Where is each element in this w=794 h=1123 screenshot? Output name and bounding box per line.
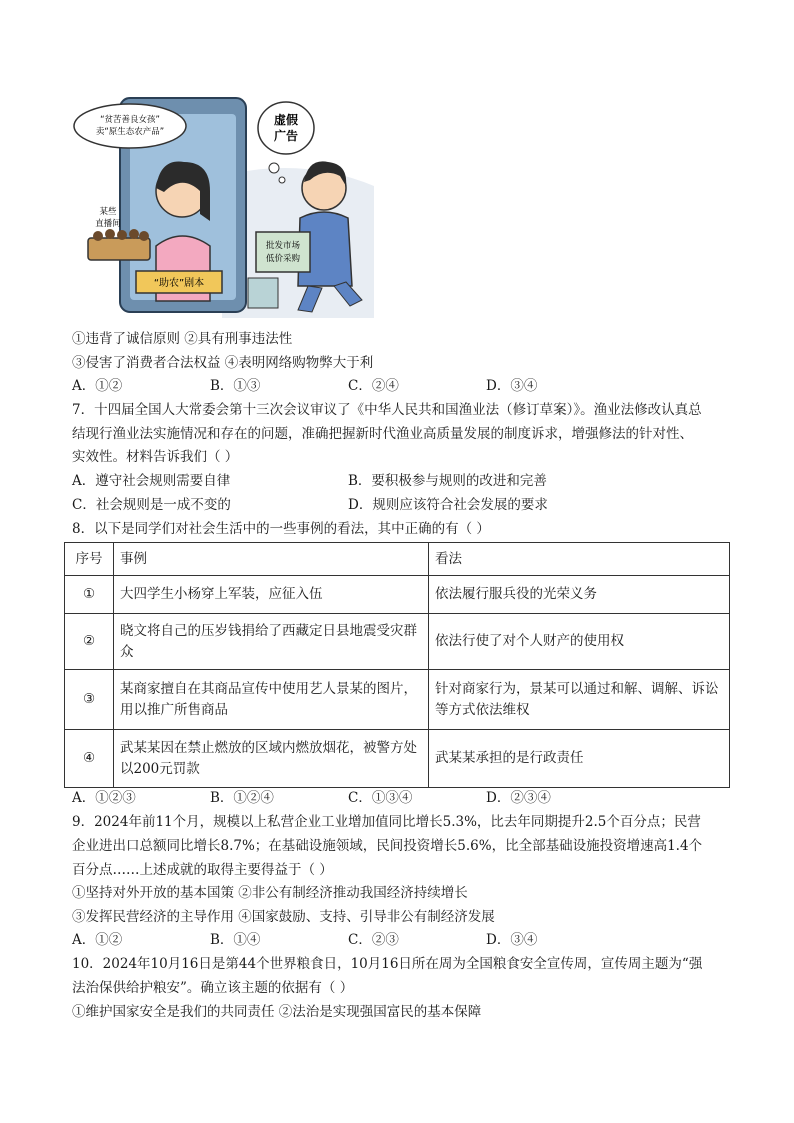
row-view: 针对商家行为，景某可以通过和解、调解、诉讼等方式依法维权: [429, 670, 730, 730]
q6-statements-1: ①违背了诚信原则 ②具有刑事违法性: [72, 331, 293, 347]
q9-option-c[interactable]: C．②③: [348, 932, 399, 948]
q10-stem-line1: 10．2024年10月16日是第44个世界粮食日，10月16日所在周为全国粮食安全宣传周，宣传周主题为“强: [72, 956, 703, 972]
q8-option-c[interactable]: C．①③④: [348, 790, 413, 806]
q9-option-a[interactable]: A．①②: [72, 932, 123, 948]
q10-stem-line2: 法治保供给护粮安”。确立该主题的依据有（ ）: [72, 980, 354, 996]
q6-option-d[interactable]: D．③④: [486, 378, 538, 394]
row-num: ③: [65, 670, 114, 730]
row-case: 晓文将自己的压岁钱捐给了西藏定日县地震受灾群众: [114, 614, 429, 670]
q9-option-b[interactable]: B．①④: [210, 932, 261, 948]
row-case: 大四学生小杨穿上军装，应征入伍: [114, 576, 429, 614]
q7-option-b[interactable]: B．要积极参与规则的改进和完善: [348, 473, 547, 489]
box-label-1: 批发市场: [265, 241, 301, 251]
table-row: [65, 576, 730, 614]
header-num: 序号: [65, 543, 114, 576]
q7-stem-line3: 实效性。材料告诉我们（ ）: [72, 449, 239, 465]
row-num: ④: [65, 730, 114, 788]
q7-stem-line2: 结现行渔业法实施情况和存在的问题，准确把握新时代渔业高质量发展的制度诉求，增强修法的针对性、: [72, 426, 693, 442]
q9-statements-2: ③发挥民营经济的主导作用 ④国家鼓励、支持、引导非公有制经济发展: [72, 909, 495, 925]
room-label-1: 某些: [99, 207, 117, 217]
q8-stem: 8．以下是同学们对社会生活中的一些事例的看法，其中正确的有（ ）: [72, 521, 490, 537]
row-view: 依法履行服兵役的光荣义务: [429, 576, 730, 614]
q6-option-b[interactable]: B．①③: [210, 378, 261, 394]
header-case: 事例: [114, 543, 429, 576]
bubble-text-2: 卖“原生态农产品”: [95, 127, 165, 137]
room-label-2: 直播间: [95, 219, 121, 229]
row-num: ①: [65, 576, 114, 614]
row-num: ②: [65, 614, 114, 670]
q9-stem-line3: 百分点……上述成就的取得主要得益于（ ）: [72, 862, 333, 878]
q6-option-c[interactable]: C．②④: [348, 378, 399, 394]
q9-statements-1: ①坚持对外开放的基本国策 ②非公有制经济推动我国经济持续增长: [72, 885, 468, 901]
table-row: [65, 614, 730, 670]
q6-option-a[interactable]: A．①②: [72, 378, 123, 394]
box-label-2: 低价采购: [265, 254, 301, 264]
row-case: 某商家擅自在其商品宣传中使用艺人景某的图片，用以推广所售商品: [114, 670, 429, 730]
header-view: 看法: [429, 543, 730, 576]
q8-table: [64, 542, 730, 788]
script-label: “助农”剧本: [153, 278, 205, 289]
bubble-text-1: “贫苦善良女孩”: [100, 115, 160, 125]
q8-option-d[interactable]: D．②③④: [486, 790, 551, 806]
livestream-cartoon-illustration: [72, 96, 374, 318]
q8-option-b[interactable]: B．①②④: [210, 790, 274, 806]
table-row: [65, 730, 730, 788]
row-view: 武某某承担的是行政责任: [429, 730, 730, 788]
row-case: 武某某因在禁止燃放的区域内燃放烟花，被警方处以200元罚款: [114, 730, 429, 788]
q8-option-a[interactable]: A．①②③: [72, 790, 136, 806]
q7-option-c[interactable]: C．社会规则是一成不变的: [72, 497, 231, 513]
row-view: 依法行使了对个人财产的使用权: [429, 614, 730, 670]
cloud-text-1: 虚假: [273, 113, 299, 127]
q9-option-d[interactable]: D．③④: [486, 932, 538, 948]
q9-stem-line1: 9．2024年前11个月，规模以上私营企业工业增加值同比增长5.3%，比去年同期提升2.5个百分点；民营: [72, 814, 701, 830]
q7-option-d[interactable]: D．规则应该符合社会发展的要求: [348, 497, 548, 513]
q9-stem-line2: 企业进出口总额同比增长8.7%；在基础设施领域，民间投资增长5.6%，比全部基础设施投资增速高1.4个: [72, 838, 703, 854]
q10-statements-1: ①维护国家安全是我们的共同责任 ②法治是实现强国富民的基本保障: [72, 1004, 482, 1020]
table-row: [65, 670, 730, 730]
q6-statements-2: ③侵害了消费者合法权益 ④表明网络购物弊大于利: [72, 355, 374, 371]
table-header-row: [65, 543, 730, 576]
q7-stem-line1: 7．十四届全国人大常委会第十三次会议审议了《中华人民共和国渔业法（修订草案）》。渔业法修改认真总: [72, 402, 702, 418]
q7-option-a[interactable]: A．遵守社会规则需要自律: [72, 473, 231, 489]
cloud-text-2: 广告: [273, 129, 299, 143]
